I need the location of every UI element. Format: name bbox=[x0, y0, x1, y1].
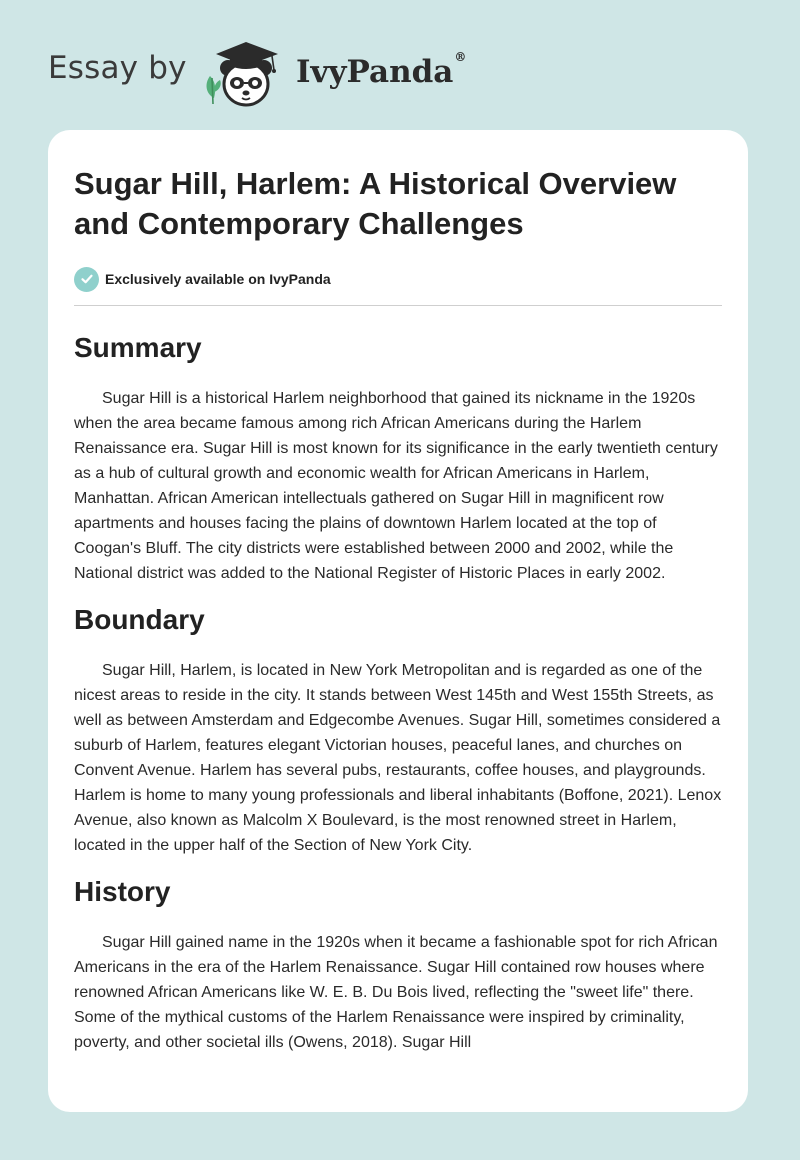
brand-name[interactable]: IvyPanda® bbox=[296, 50, 467, 90]
essay-by-label: Essay by bbox=[48, 50, 187, 86]
exclusive-badge bbox=[74, 266, 722, 292]
section-heading-summary: Summary bbox=[74, 332, 202, 363]
exclusive-label: Exclusively available on IvyPanda bbox=[105, 271, 331, 287]
panda-graduate-logo-icon[interactable] bbox=[202, 38, 292, 110]
site-header bbox=[0, 0, 800, 130]
section-paragraph-summary: Sugar Hill is a historical Harlem neighborhood that gained its nickname in the 1920s when the area became famous among rich African Americans during the Harlem Renaissance era. Sugar Hill is most known for its significance in the early twentieth century as a hub of cultural growth and economic wealth for African Americans in Harlem, Manhattan. African American intellectuals gathered on Sugar Hill in magnificent row apartments and houses facing the plains of downtown Harlem located at the top of Coogan's Bluff. The city districts were established between 2000 and 2002, while the National district was added to the National Register of Historic Places in early 2002. bbox=[74, 390, 718, 582]
trademark-symbol: ® bbox=[454, 50, 467, 64]
checkmark-icon bbox=[74, 267, 99, 292]
section-paragraph-history: Sugar Hill gained name in the 1920s when it became a fashionable spot for rich African Americans in the era of the Harlem Renaissance. Sugar Hill contained row houses where renowned African Americans like W. E. B. Du Bois lived, reflecting the "sweet life" there. Some of the mythical customs of the Harlem Renaissance were inspired by criminality, poverty, and other societal ills (Owens, 2018). Sugar Hill bbox=[74, 934, 718, 1051]
section-paragraph-boundary: Sugar Hill, Harlem, is located in New York Metropolitan and is regarded as one of the nicest areas to reside in the city. It stands between West 145th and West 155th Streets, as well as between Amsterdam and Edgecombe Avenues. Sugar Hill, sometimes considered a suburb of Harlem, features elegant Victorian houses, peaceful lanes, and churches on Convent Avenue. Harlem has several pubs, restaurants, coffee houses, and playgrounds. Harlem is home to many young professionals and liberal inhabitants (Boffone, 2021). Lenox Avenue, also known as Malcolm X Boulevard, is the most renowned street in Harlem, located in the upper half of the Section of New York City. bbox=[74, 662, 722, 854]
essay-card bbox=[48, 130, 748, 1112]
title-divider bbox=[74, 305, 722, 306]
essay-title: Sugar Hill, Harlem: A Historical Overview and Contemporary Challenges bbox=[74, 166, 677, 241]
section-heading-boundary: Boundary bbox=[74, 604, 205, 635]
section-heading-history: History bbox=[74, 876, 171, 907]
